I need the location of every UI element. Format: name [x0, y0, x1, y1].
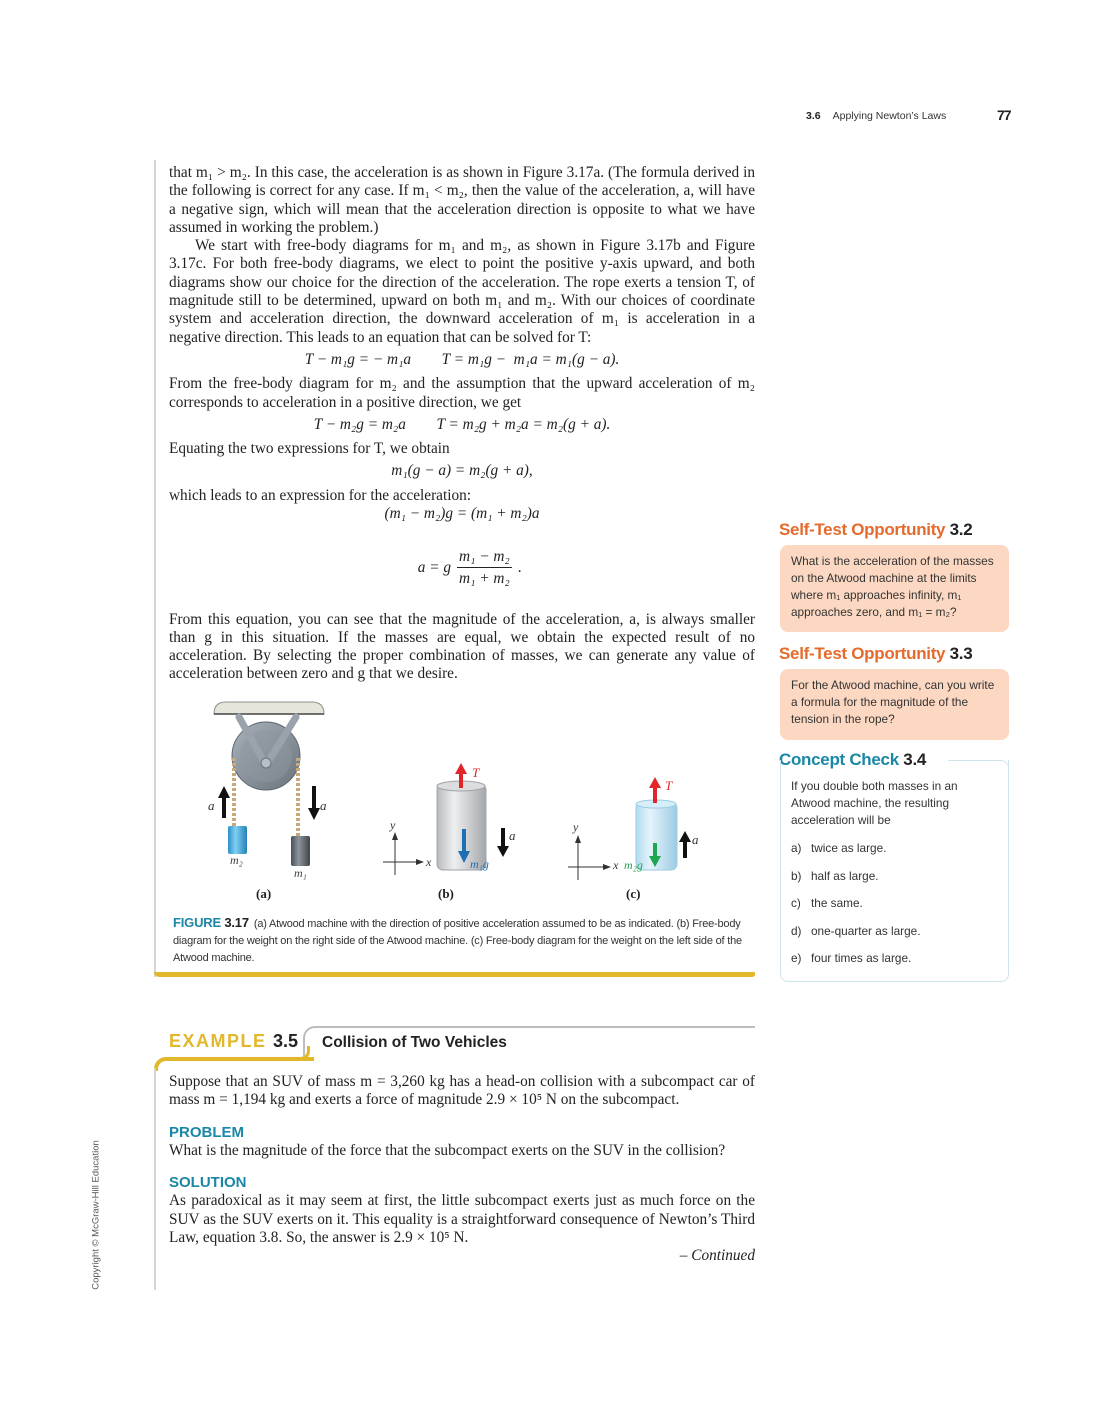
figure-illustration — [154, 690, 755, 910]
equation-5 — [169, 529, 755, 606]
tension-label-b: T — [472, 765, 480, 780]
self-test-label: Self-Test Opportunity — [779, 644, 946, 663]
self-test-label: Self-Test Opportunity — [779, 520, 946, 539]
paragraph: From the free-body diagram for m₂ and the assumption that the upward acceleration of m₂ corresponds to acceleration in a positive direction, we get — [169, 375, 755, 411]
equation-3: m₁(g − a) = m₂(g + a), — [391, 462, 533, 480]
copyright-notice: Copyright © McGraw-Hill Education — [90, 1140, 102, 1290]
solution-text: As paradoxical as it may seem at first, the little subcompact exerts just as much force on the SUV as the SUV exerts on it. This equality is a straightforward consequence of Newton’s Third Law, equation 3.8. So, the answer is 2.9 × 10⁵ N. — [169, 1192, 755, 1247]
weight-label-b: m₁g — [470, 857, 489, 871]
figure-label — [173, 915, 249, 930]
problem-heading: PROBLEM — [169, 1123, 244, 1141]
self-test-3-2-title — [779, 520, 972, 540]
figure-border-bottom — [154, 972, 755, 977]
example-column-rule — [154, 1068, 156, 1290]
concept-check-option-c — [791, 896, 863, 910]
concept-check-option-a — [791, 841, 886, 855]
accel-label-b: a⃗ — [509, 828, 526, 843]
y-axis-label-c: y — [573, 820, 579, 834]
running-head — [806, 110, 946, 122]
figure-number: 3.17 — [224, 915, 249, 930]
panel-label-a: (a) — [256, 886, 272, 901]
option-letter: e) — [791, 951, 802, 965]
equation-5-end: . — [517, 558, 522, 576]
concept-check-option-e — [791, 951, 911, 965]
equation-4: (m₁ − m₂)g = (m₁ + m₂)a — [384, 505, 540, 523]
paragraph: From this equation, you can see that the magnitude of the acceleration, a, is always smaller than g in this situation. If the masses are equal, we obtain the expected result of no acceleration. By selecting the proper combination of masses, we can generate any value of acceleration between zero and g that we desire. — [169, 610, 755, 683]
y-axis-label-b: y — [390, 818, 396, 832]
option-letter: d) — [791, 924, 802, 938]
concept-check-number: 3.4 — [903, 750, 927, 769]
concept-check-option-d — [791, 924, 921, 938]
option-text: one-quarter as large. — [811, 924, 921, 938]
equation-2: T − m₂g = m₂a T = m₂g + m₂a = m₂(g + a). — [313, 415, 611, 433]
fraction-numerator: m₁ − m₂ — [457, 548, 512, 568]
weight-label-c: m₂g — [624, 858, 643, 872]
atwood-machine — [214, 702, 324, 866]
self-test-3-3-title — [779, 644, 972, 664]
equation-1: T − m₁g = − m₁a T = m₁g − m₁a = m₁(g − a). — [304, 350, 620, 368]
figure-caption — [173, 914, 753, 967]
example-title: Collision of Two Vehicles — [322, 1034, 507, 1051]
figure-label-text: FIGURE — [173, 915, 221, 930]
self-test-number: 3.3 — [949, 644, 973, 663]
solution-heading: SOLUTION — [169, 1174, 247, 1192]
option-text: half as large. — [811, 869, 879, 883]
paragraph: that m₁ > m₂. In this case, the acceleration is as shown in Figure 3.17a. (The formula derived in the following is correct for any case. If m₁ < m₂, then the value of the acceleration, a, will have a negative sign, which will mean that the acceleration direction is opposite to what we have assumed in working the problem.) — [169, 164, 755, 236]
concept-check-label: Concept Check — [779, 750, 899, 769]
section-title: Applying Newton’s Laws — [832, 110, 947, 122]
example-number: 3.5 — [273, 1031, 299, 1051]
option-letter: b) — [791, 869, 802, 883]
option-text: twice as large. — [811, 841, 887, 855]
free-body-diagram-b — [383, 763, 509, 875]
problem-text: What is the magnitude of the force that the subcompact exerts on the SUV in the collision? — [169, 1141, 726, 1159]
example-label — [169, 1031, 298, 1052]
concept-check-option-b — [791, 869, 879, 883]
section-number: 3.6 — [806, 110, 821, 122]
page-number: 77 — [997, 107, 1011, 123]
panel-label-c: (c) — [626, 886, 641, 901]
self-test-number: 3.2 — [949, 520, 973, 539]
equation-5-lhs: a = g — [417, 558, 452, 576]
fraction — [457, 548, 512, 589]
option-letter: c) — [791, 896, 801, 910]
fraction-denominator: m₁ + m₂ — [459, 569, 510, 587]
concept-check-question: If you double both masses in an Atwood machine, the resulting acceleration will be — [791, 779, 958, 827]
example-intro: Suppose that an SUV of mass m = 3,260 kg has a head-on collision with a subcompact car of mass m = 1,194 kg and exerts a force of magnitude 2.9 × 10⁵ N on the subcompact. — [169, 1073, 755, 1109]
figure-caption-text: (a) Atwood machine with the direction of positive acceleration assumed to be as indicated. (b) Free-body diagram for the weight on the right side of the Atwood machine. (c) Free-body diagram for the weight on the left side of the Atwood machine. — [173, 918, 742, 964]
example-body — [169, 1073, 755, 1266]
self-test-3-2-box: What is the acceleration of the masses on the Atwood machine at the limits where m₁ approaches infinity, m₁ approaches zero, and m₁ = m₂? — [780, 545, 1009, 632]
accel-label-right: a⃗ — [320, 798, 337, 813]
self-test-3-3-box: For the Atwood machine, can you write a formula for the magnitude of the tension in the rope? — [780, 669, 1009, 740]
paragraph: which leads to an expression for the acceleration: — [169, 486, 471, 504]
accel-label-left: a⃗ — [208, 798, 225, 813]
main-text — [169, 164, 755, 684]
mass-label-m2: m₂ — [230, 853, 243, 867]
accel-label-c: a⃗ — [692, 832, 709, 847]
x-axis-label-b: x — [426, 855, 432, 869]
paragraph: Equating the two expressions for T, we obtain — [169, 440, 450, 458]
x-axis-label-c: x — [613, 858, 619, 872]
tension-label-c: T — [665, 778, 673, 793]
option-letter: a) — [791, 841, 802, 855]
continued-note: – Continued — [679, 1247, 755, 1265]
example-label-text: EXAMPLE — [169, 1031, 267, 1051]
panel-label-b: (b) — [438, 886, 454, 901]
figure-3-17 — [154, 690, 755, 977]
option-text: the same. — [811, 896, 863, 910]
option-text: four times as large. — [811, 951, 912, 965]
mass-label-m1: m₁ — [294, 866, 307, 880]
paragraph: We start with free-body diagrams for m₁ and m₂, as shown in Figure 3.17b and Figure 3.17c. For both free-body diagrams, we elect to point the positive y-axis upward, and both diagrams show our choice for the direction of the acceleration. The rope exerts a tension T, of magnitude still to be determined, upward on both m₁ and m₂. With our choices of coordinate system and acceleration direction, the downward acceleration of m₁ is acceleration in a negative direction. This leads to an equation that can be solved for T: — [169, 237, 755, 346]
